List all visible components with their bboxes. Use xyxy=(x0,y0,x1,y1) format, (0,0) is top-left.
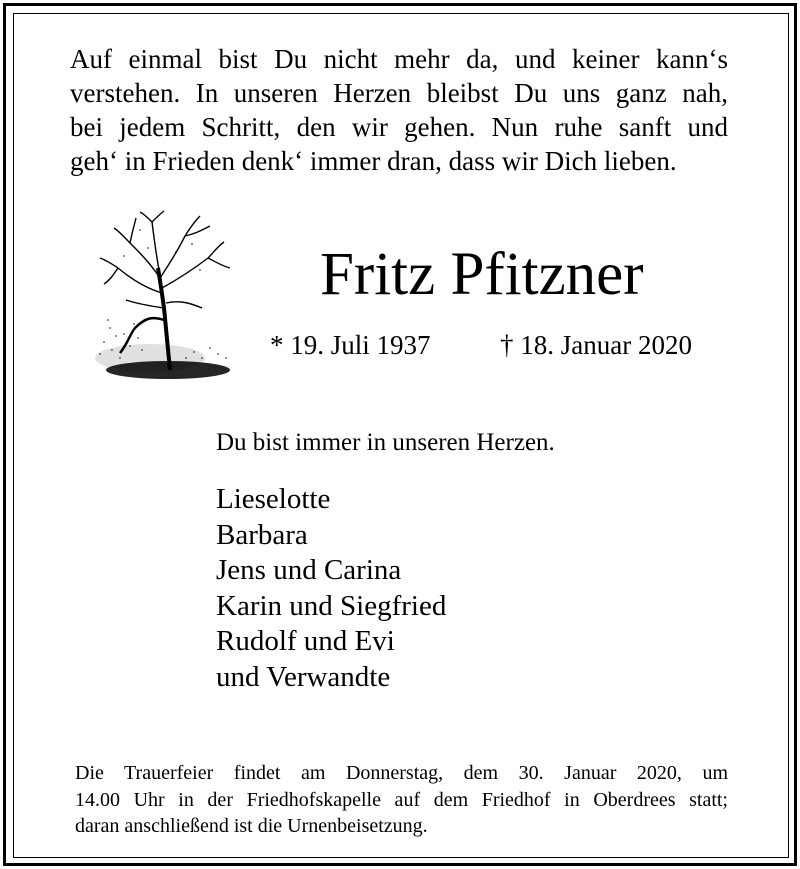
mourner-name: Barbara xyxy=(216,518,308,551)
poem-line: bei jedem Schritt, den wir gehen. Nun ruhe sanft und xyxy=(70,112,728,142)
mourner-name: und Verwandte xyxy=(216,660,391,693)
mourner-name: Lieselotte xyxy=(216,483,331,515)
mourner-name: Rudolf und Evi xyxy=(216,625,395,657)
funeral-details-line: daran anschließend ist die Urnenbeisetzung. xyxy=(75,815,428,837)
funeral-details-line: 14.00 Uhr in der Friedhofskapelle auf dem Friedhof in Oberdrees statt; xyxy=(75,788,728,811)
poem-line: verstehen. In unseren Herzen bleibst Du uns ganz nah, xyxy=(70,78,728,108)
mourners-list xyxy=(216,482,446,695)
death-date: † 18. Januar 2020 xyxy=(500,330,692,360)
memorial-phrase: Du bist immer in unseren Herzen. xyxy=(216,429,555,456)
poem xyxy=(70,42,728,178)
poem-line: geh‘ in Frieden denk‘ immer dran, dass wir Dich lieben. xyxy=(70,146,677,176)
deceased-name: Fritz Pfitzner xyxy=(320,241,644,308)
birth-date: * 19. Juli 1937 xyxy=(270,330,431,360)
funeral-details xyxy=(75,760,728,840)
mourner-name: Jens und Carina xyxy=(216,554,402,586)
funeral-details-line: Die Trauerfeier findet am Donnerstag, dem 30. Januar 2020, um xyxy=(75,762,728,784)
tree-icon xyxy=(90,208,240,388)
mourner-name: Karin und Siegfried xyxy=(216,589,447,622)
poem-line: Auf einmal bist Du nicht mehr da, und keiner kann‘s xyxy=(70,44,728,74)
